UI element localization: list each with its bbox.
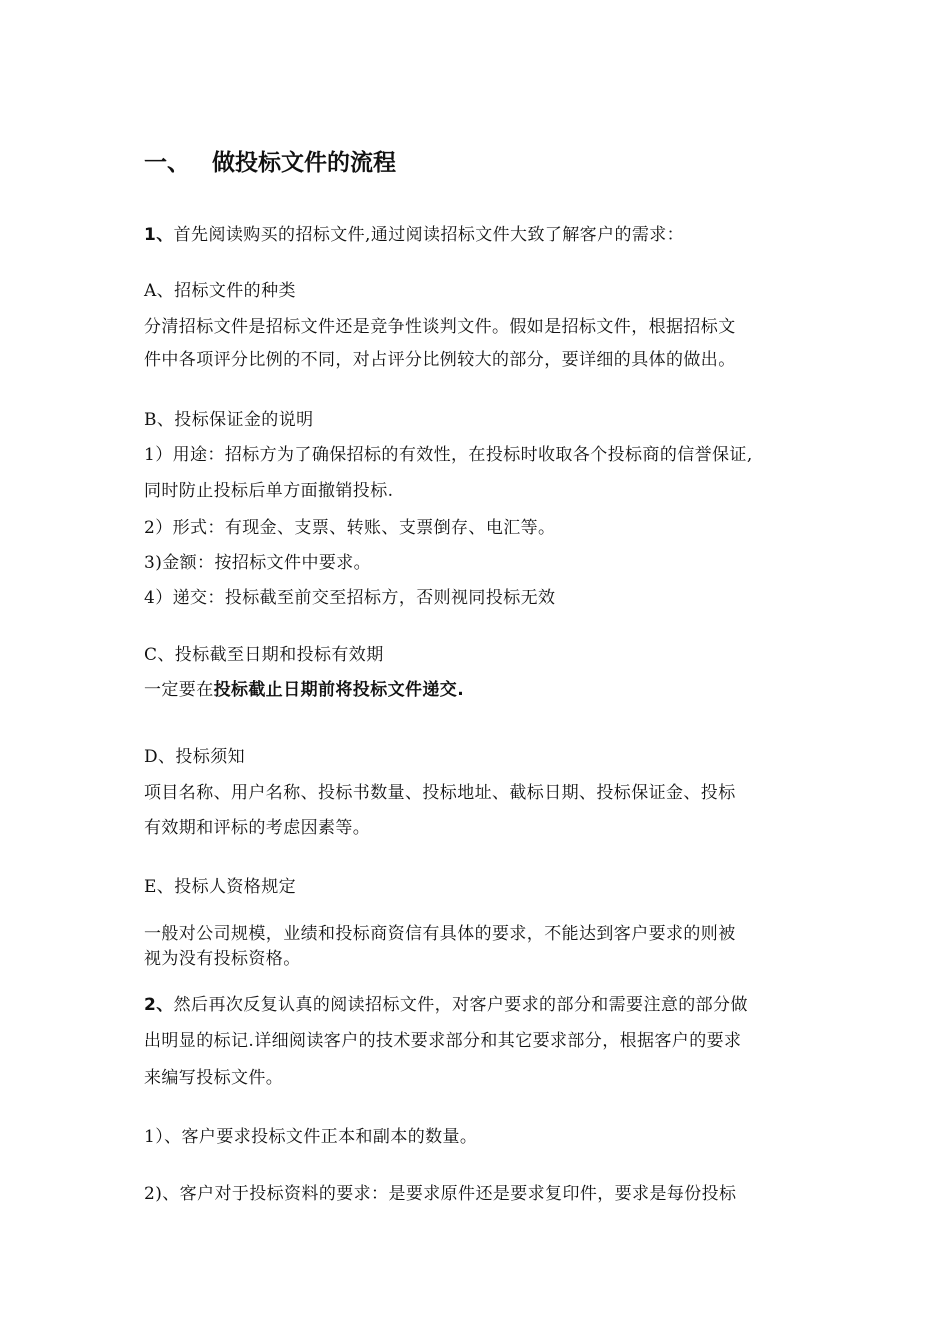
step-1-number: 1、 bbox=[144, 225, 174, 245]
heading-number: 一、 bbox=[144, 150, 190, 176]
section-d-title: D、投标须知 bbox=[144, 747, 246, 767]
section-b-title: B、投标保证金的说明 bbox=[144, 410, 314, 430]
step-2-number: 2、 bbox=[144, 995, 174, 1015]
step-2-line: 出明显的标记.详细阅读客户的技术要求部分和其它要求部分，根据客户的要求 bbox=[144, 1031, 742, 1051]
section-e-line: 一般对公司规模，业绩和投标商资信有具体的要求，不能达到客户要求的则被 bbox=[144, 924, 736, 944]
section-e-title: E、投标人资格规定 bbox=[144, 877, 297, 897]
section-b-line: 3)金额：按招标文件中要求。 bbox=[144, 553, 372, 573]
section-b-line: 同时防止投标后单方面撤销投标. bbox=[144, 481, 394, 501]
section-c-prefix: 一定要在 bbox=[144, 680, 214, 700]
section-c-line bbox=[144, 679, 464, 701]
step-1-text: 首先阅读购买的招标文件,通过阅读招标文件大致了解客户的需求： bbox=[173, 225, 685, 245]
section-a-title: A、招标文件的种类 bbox=[144, 281, 296, 301]
section-d-line: 有效期和评标的考虑因素等。 bbox=[144, 818, 371, 838]
section-c-emphasis: 投标截止日期前将投标文件递交. bbox=[213, 680, 465, 700]
section-b-line: 1）用途：招标方为了确保招标的有效性，在投标时收取各个投标商的信誉保证, bbox=[144, 445, 753, 465]
section-b-line: 4）递交：投标截至前交至招标方，否则视同投标无效 bbox=[144, 588, 556, 608]
list-item: 2)、客户对于投标资料的要求：是要求原件还是要求复印件，要求是每份投标 bbox=[144, 1184, 737, 1204]
section-e-line: 视为没有投标资格。 bbox=[144, 949, 301, 969]
section-d-line: 项目名称、用户名称、投标书数量、投标地址、截标日期、投标保证金、投标 bbox=[144, 783, 736, 803]
list-item: 1）、客户要求投标文件正本和副本的数量。 bbox=[144, 1127, 478, 1147]
heading-title: 做投标文件的流程 bbox=[212, 150, 396, 176]
step-2-text: 然后再次反复认真的阅读招标文件，对客户要求的部分和需要注意的部分做 bbox=[173, 995, 748, 1015]
section-a-line: 分清招标文件是招标文件还是竞争性谈判文件。假如是招标文件，根据招标文 bbox=[144, 317, 736, 337]
section-c-title: C、投标截至日期和投标有效期 bbox=[144, 645, 384, 665]
step-2-line: 来编写投标文件。 bbox=[144, 1068, 284, 1088]
section-heading bbox=[144, 148, 396, 178]
section-a-line: 件中各项评分比例的不同，对占评分比例较大的部分，要详细的具体的做出。 bbox=[144, 350, 736, 370]
section-b-line: 2）形式：有现金、支票、转账、支票倒存、电汇等。 bbox=[144, 518, 556, 538]
step-2-paragraph bbox=[144, 994, 748, 1016]
step-1-paragraph bbox=[144, 224, 684, 246]
